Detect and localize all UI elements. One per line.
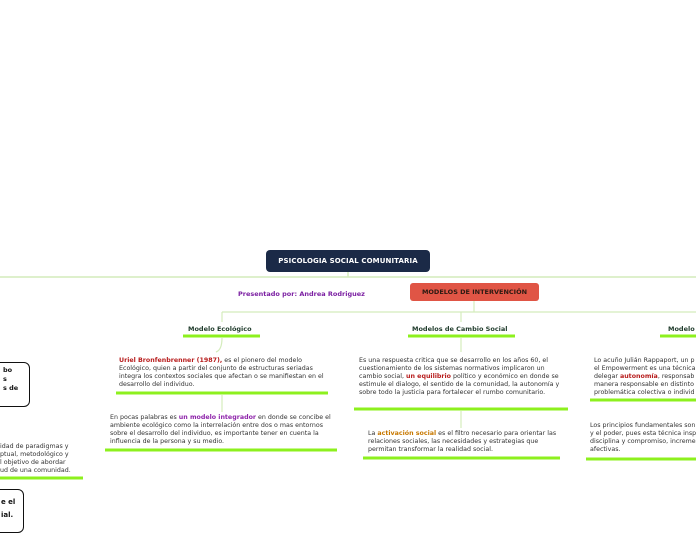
eco-p1-highlight: Uriel Bronfenbrenner (1987), bbox=[119, 357, 223, 364]
right-p1-line5: problemática colectiva o individ bbox=[594, 389, 695, 396]
left-para-line4: ud de una comunidad. bbox=[0, 467, 71, 474]
right-p2-line2: y el poder, pues esta técnica insp bbox=[590, 430, 696, 437]
eco-paragraph-2[interactable] bbox=[110, 414, 334, 446]
topic-modelo-right[interactable]: Modelo bbox=[668, 325, 695, 333]
cambio-p2-highlight: activación social bbox=[377, 430, 437, 437]
left-box2-line1: e el bbox=[1, 498, 16, 506]
cambio-p2-after: es el filtro necesario para orientar las relaciones sociales, las necesidades y estrategias que permitan transformar la realidad social. bbox=[368, 430, 557, 453]
eco-p2-after: en donde se concibe el ambiente ecológico como la interrelación entre dos o mas entornos sobre el desarrollo del individuo, es importante tener en cuenta la influencia de la persona y su medio. bbox=[110, 414, 331, 445]
right-paragraph-2[interactable] bbox=[590, 422, 696, 454]
presenter-label: Presentado por: Andrea Rodriguez bbox=[238, 290, 365, 298]
left-box1-line2: s bbox=[3, 375, 7, 383]
right-paragraph-1[interactable] bbox=[594, 357, 696, 397]
cambio-paragraph-2[interactable] bbox=[368, 430, 558, 454]
right-p1-line4: manera responsable en distinto bbox=[594, 381, 694, 388]
right-p1-line1: Lo acuño Julián Rappaport, un p bbox=[594, 357, 695, 364]
right-p2-line3: disciplina y compromiso, increme bbox=[590, 438, 696, 445]
right-p1-line3-highlight: autonomía bbox=[619, 373, 658, 380]
left-box2-line2: ial. bbox=[1, 511, 14, 519]
right-p1-line3-after: , responsab bbox=[657, 373, 695, 380]
eco-para-stem-1 bbox=[216, 338, 222, 352]
eco-p2-before: En pocas palabras es bbox=[110, 414, 179, 421]
right-p2-line4: afectivas. bbox=[590, 446, 621, 453]
left-para-line3: l objetivo de abordar bbox=[0, 459, 66, 466]
right-p2-line1: Los principios fundamentales son bbox=[590, 422, 696, 429]
left-box1-line1: bo bbox=[3, 366, 13, 374]
left-paragraph[interactable] bbox=[0, 443, 84, 475]
root-topic-title: PSICOLOGIA SOCIAL COMUNITARIA bbox=[278, 257, 418, 265]
root-topic[interactable] bbox=[266, 250, 430, 272]
intervention-models-title: MODELOS DE INTERVENCIÓN bbox=[421, 288, 528, 296]
left-para-line2: ptual, metodológico y bbox=[0, 451, 69, 458]
left-boxed-node-1[interactable] bbox=[0, 362, 30, 407]
topic-modelos-cambio-social[interactable]: Modelos de Cambio Social bbox=[412, 325, 508, 333]
right-p1-line3-before: delegar bbox=[594, 373, 620, 380]
eco-p1-text: es el pionero del modelo Ecológico, quien a partir del conjunto de estructuras seriadas integra los contextos sociales que afectan o se manifiestan en el desarrollo del individuo. bbox=[119, 357, 324, 388]
cambio-paragraph-1[interactable] bbox=[359, 357, 563, 397]
topic-modelo-ecologico[interactable]: Modelo Ecológico bbox=[188, 325, 252, 333]
right-p1-line2: el Empowerment es una técnica bbox=[594, 365, 696, 372]
eco-paragraph-1[interactable] bbox=[119, 357, 327, 389]
cambio-p1-before: Es una respuesta critica que se desarrollo en los años 60, el cuestionamiento de los sistemas normativos implicaron un cambio social, bbox=[359, 357, 549, 380]
left-box1-line3: s de bbox=[3, 384, 19, 392]
left-boxed-node-2[interactable] bbox=[0, 489, 24, 533]
cambio-p1-after: político y económico en donde se estimule el dialogo, el sentido de la comunidad, la autonomía y sobre todo la justicia para fortalecer el rumbo comunitario. bbox=[359, 373, 560, 396]
cambio-p1-highlight: un equilibrio bbox=[406, 373, 452, 380]
cambio-p2-before: La bbox=[368, 430, 378, 437]
right-p1-line3 bbox=[594, 373, 696, 381]
left-para-line1: idad de paradigmas y bbox=[0, 443, 69, 450]
eco-p2-highlight: un modelo integrador bbox=[178, 414, 257, 421]
intervention-models-topic[interactable] bbox=[410, 283, 539, 301]
